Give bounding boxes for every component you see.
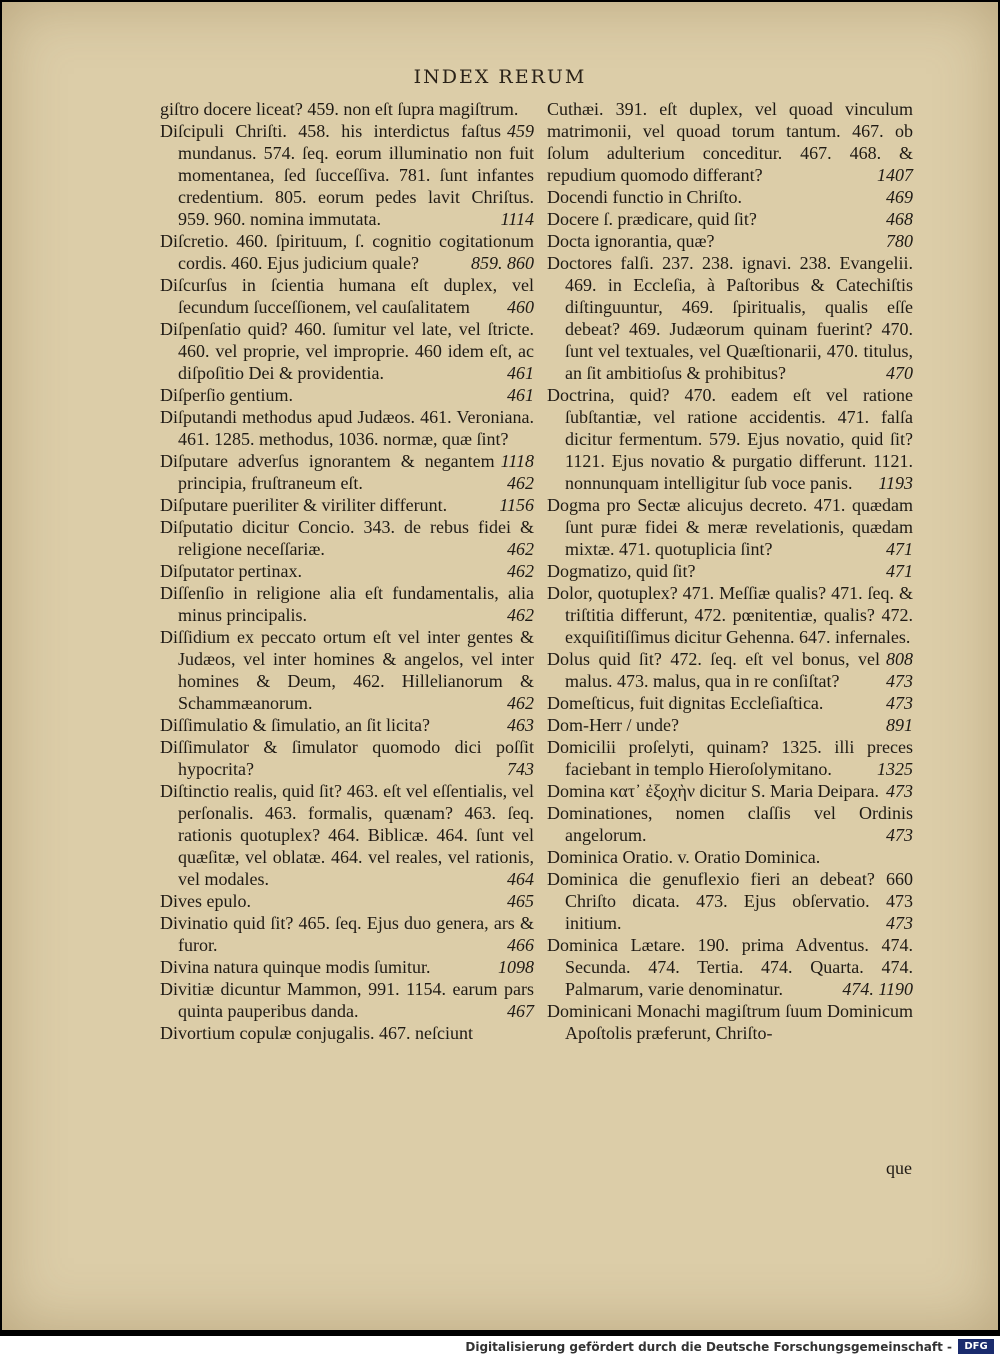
entry-text: Dominica Lætare. 190. prima Adventus. 474. Secunda. 474. Tertia. 474. Quarta. 474. Palmarum, varie denominatur.: [547, 935, 913, 999]
entry-text: Dolus quid ſit? 472. ſeq. eſt vel bonus, vel malus. 473. malus, qua in re conſiſtat?: [547, 649, 880, 691]
entry-text: Divitiæ dicuntur Mammon, 991. 1154. earum pars quinta pauperibus danda.: [160, 979, 534, 1021]
entry-text: Doctrina, quid? 470. eadem eſt vel ratione ſubſtantiæ, vel ratione accidentis. 471. falſa dicitur fermentum. 579. Ejus novatio, quid ſit? 1121. Ejus novatio & purgatio differunt. 1121. nonnunquam intelligitur ſub voce panis.: [547, 385, 913, 493]
index-entry: [547, 384, 913, 494]
entry-page-ref: 859. 860: [471, 253, 534, 273]
entry-page-ref: 808: [886, 649, 913, 669]
entry-text: Diſputatio dicitur Concio. 343. de rebus fidei & religione neceſſariæ.: [160, 517, 534, 559]
index-entry: [547, 560, 913, 582]
index-entry: [160, 98, 534, 141]
index-entry: [547, 934, 913, 1000]
entry-page-ref: 462: [507, 539, 534, 559]
entry-text: Docere ſ. prædicare, quid ſit?: [547, 209, 757, 229]
index-entry: [160, 494, 534, 516]
entry-page-ref: 462: [507, 473, 534, 493]
entry-page-ref: 468: [886, 209, 913, 229]
index-entry: [547, 494, 913, 560]
entry-page-ref: 460: [507, 297, 534, 317]
entry-text: Dominationes, nomen claſſis vel Ordinis angelorum.: [547, 803, 913, 845]
left-column: [160, 98, 534, 1044]
entry-text: Domicilii proſelyti, quinam? 1325. illi preces faciebant in templo Hieroſolymitano.: [547, 737, 913, 779]
entry-text: Diſputare pueriliter & viriliter differunt.: [160, 495, 448, 515]
entry-page-ref: 1407: [877, 165, 913, 185]
scanned-page: [2, 2, 998, 1330]
entry-page-ref: 474. 1190: [842, 979, 913, 999]
entry-text: Dominica Oratio. v. Oratio Dominica.: [547, 847, 821, 867]
entry-text: Diſpenſatio quid? 460. ſumitur vel late, vel ſtricte. 460. vel proprie, vel improprie. 460 idem eſt, ac diſpoſitio Dei & providentia.: [160, 319, 534, 383]
index-entry: [160, 274, 534, 318]
index-entry: [547, 98, 913, 186]
entry-text: Diſcretio. 460. ſpirituum, ſ. cognitio cogitationum cordis. 460. Ejus judicium quale?: [160, 231, 534, 273]
entry-text: Dogma pro Sectæ alicujus decreto. 471. quædam ſunt puræ fidei & meræ revelationis, quædam mixtæ. 471. quotuplicia ſint?: [547, 495, 913, 559]
entry-page-ref: 780: [886, 231, 913, 251]
entry-page-ref: 461: [507, 363, 534, 383]
entry-page-ref: 743: [507, 759, 534, 779]
index-entry: [547, 692, 913, 714]
index-entry: [547, 868, 913, 934]
entry-page-ref: 473: [886, 781, 913, 801]
index-entry: [160, 450, 534, 494]
dfg-logo: DFG: [958, 1339, 994, 1354]
index-entry: [160, 912, 534, 956]
index-entry: [547, 1000, 913, 1044]
entry-text: Diſſenſio in religione alia eſt fundamentalis, alia minus principalis.: [160, 583, 534, 625]
index-entry: [547, 780, 913, 802]
index-entry: [160, 120, 534, 230]
index-entry: [160, 736, 534, 780]
entry-text: Diſſimulatio & ſimulatio, an ſit licita?: [160, 715, 430, 735]
index-entry: [160, 780, 534, 890]
entry-page-ref: 1325: [877, 759, 913, 779]
index-entry: [160, 714, 534, 736]
index-entry: [160, 406, 534, 471]
entry-text: Domeſticus, fuit dignitas Eccleſiaſtica.: [547, 693, 824, 713]
index-entry: [160, 626, 534, 714]
right-column: [547, 98, 913, 1044]
page-title: INDEX RERUM: [413, 66, 587, 88]
index-entry: [160, 318, 534, 384]
index-entry: [547, 186, 913, 208]
entry-page-ref: 462: [507, 693, 534, 713]
entry-page-ref: 459: [507, 121, 534, 141]
entry-page-ref: 891: [886, 715, 913, 735]
index-entry: [547, 648, 913, 692]
entry-page-ref: 473: [886, 693, 913, 713]
index-entry: [547, 802, 913, 846]
entry-page-ref: 466: [507, 935, 534, 955]
index-entry: [160, 956, 534, 978]
entry-text: Diſperſio gentium.: [160, 385, 293, 405]
entry-page-ref: 465: [507, 891, 534, 911]
index-entry: [547, 230, 913, 252]
entry-text: Dolor, quotuplex? 471. Meſſiæ qualis? 471. ſeq. & triſtitia differunt, 472. pœnitentiæ, qualis? 472. exquiſitiſſimus dicitur Gehenna. 647. infernales.: [547, 583, 913, 647]
entry-page-ref: 464: [507, 869, 534, 889]
entry-text: Divortium copulæ conjugalis. 467. neſciunt: [160, 1023, 473, 1043]
footer-bar: [0, 1336, 1000, 1358]
entry-text: Diſtinctio realis, quid ſit? 463. eſt vel eſſentialis, vel perſonalis. 463. formalis, quænam? 463. ſeq. rationis quotuplex? 464. Biblicæ. 464. ſunt vel quæſitæ, vel oblatæ. 464. vel reales, vel rationis, vel modales.: [160, 781, 534, 889]
entry-page-ref: 462: [507, 605, 534, 625]
entry-page-ref: 473: [886, 825, 913, 845]
index-entry: [160, 978, 534, 1022]
entry-page-ref: 1156: [499, 495, 534, 515]
entry-text: Diſputandi methodus apud Judæos. 461. Veroniana. 461. 1285. methodus, 1036. normæ, quæ ſint?: [160, 407, 534, 449]
entry-text: Diſſidium ex peccato ortum eſt vel inter gentes & Judæos, vel inter homines & angelos, vel inter homines & Deum, 462. Hillelianorum & Schammæanorum.: [160, 627, 534, 713]
entry-page-ref: 1114: [500, 209, 534, 229]
entry-text: Diſſimulator & ſimulator quomodo dici poſſit hypocrita?: [160, 737, 534, 779]
index-entry: [160, 384, 534, 406]
entry-page-ref: 473: [886, 913, 913, 933]
entry-page-ref: 471: [886, 539, 913, 559]
index-entry: [547, 582, 913, 669]
entry-text: Dogmatizo, quid ſit?: [547, 561, 696, 581]
entry-text: Divinatio quid ſit? 465. ſeq. Ejus duo genera, ars & furor.: [160, 913, 534, 955]
index-entry: [160, 560, 534, 582]
index-entry: [160, 582, 534, 626]
entry-page-ref: 461: [507, 385, 534, 405]
entry-text: Dominica die genuflexio fieri an debeat? 660 Chriſto dicata. 473. Ejus obſervatio. 473 initium.: [547, 869, 913, 933]
index-entry: [160, 230, 534, 274]
entry-text: Dives epulo.: [160, 891, 251, 911]
entry-text: Diſputator pertinax.: [160, 561, 302, 581]
index-entry: [160, 890, 534, 912]
entry-text: Doctores falſi. 237. 238. ignavi. 238. Evangelii. 469. in Eccleſia, à Paſtoribus & Catechiſtis diſtinguuntur, 469. ſpiritualis, qualis eſſe debeat? 469. Judæorum quinam fuerint? 470. ſunt vel textuales, vel Quæſtionarii, 470. titulus, an ſit ambitioſus & prohibitus?: [547, 253, 913, 383]
entry-page-ref: 473: [886, 671, 913, 691]
entry-text: Diſputare adverſus ignorantem & negantem principia, fruſtraneum eſt.: [160, 451, 495, 493]
entry-text: Docta ignorantia, quæ?: [547, 231, 715, 251]
entry-page-ref: 1118: [500, 451, 534, 471]
catchword: que: [886, 1158, 912, 1178]
entry-text: Dom-Herr / unde?: [547, 715, 679, 735]
entry-text: Divina natura quinque modis ſumitur.: [160, 957, 431, 977]
index-entry: [547, 208, 913, 230]
entry-page-ref: 470: [886, 363, 913, 383]
entry-text: Dominicani Monachi magiſtrum ſuum Dominicum Apoſtolis præferunt, Chriſto-: [547, 1001, 913, 1043]
index-entry: [160, 1022, 534, 1044]
entry-page-ref: 469: [886, 187, 913, 207]
index-entry: [547, 714, 913, 736]
index-entry: [547, 846, 913, 868]
entry-page-ref: 471: [886, 561, 913, 581]
entry-page-ref: 463: [507, 715, 534, 735]
entry-text: giſtro docere liceat? 459. non eſt ſupra magiſtrum.: [160, 99, 519, 119]
footer-text: Digitalisierung gefördert durch die Deutsche Forschungsgemeinschaft -: [465, 1340, 952, 1354]
entry-text: Cuthæi. 391. eſt duplex, vel quoad vinculum matrimonii, vel quoad torum tantum. 467. ob ſolum adulterium conceditur. 467. 468. & repudium quomodo differant?: [547, 99, 913, 185]
index-entry: [547, 252, 913, 384]
entry-text: Domina κατ᾽ ἐξοχὴν dicitur S. Maria Deipara.: [547, 781, 879, 801]
entry-page-ref: 467: [507, 1001, 534, 1021]
entry-text: Diſcipuli Chriſti. 458. his interdictus faſtus mundanus. 574. ſeq. eorum illuminatio non fuit momentanea, ſed ſucceſſiva. 781. ſunt infantes credentium. 805. eorum pedes lavit Chriſtus. 959. 960. nomina immutata.: [160, 121, 534, 229]
index-entry: [547, 736, 913, 780]
index-entry: [160, 516, 534, 560]
entry-page-ref: 1098: [498, 957, 534, 977]
entry-page-ref: 462: [507, 561, 534, 581]
entry-page-ref: 1193: [878, 473, 913, 493]
entry-text: Docendi functio in Chriſto.: [547, 187, 742, 207]
entry-text: Diſcurſus in ſcientia humana eſt duplex, vel ſecundum ſucceſſionem, vel cauſalitatem: [160, 275, 534, 317]
